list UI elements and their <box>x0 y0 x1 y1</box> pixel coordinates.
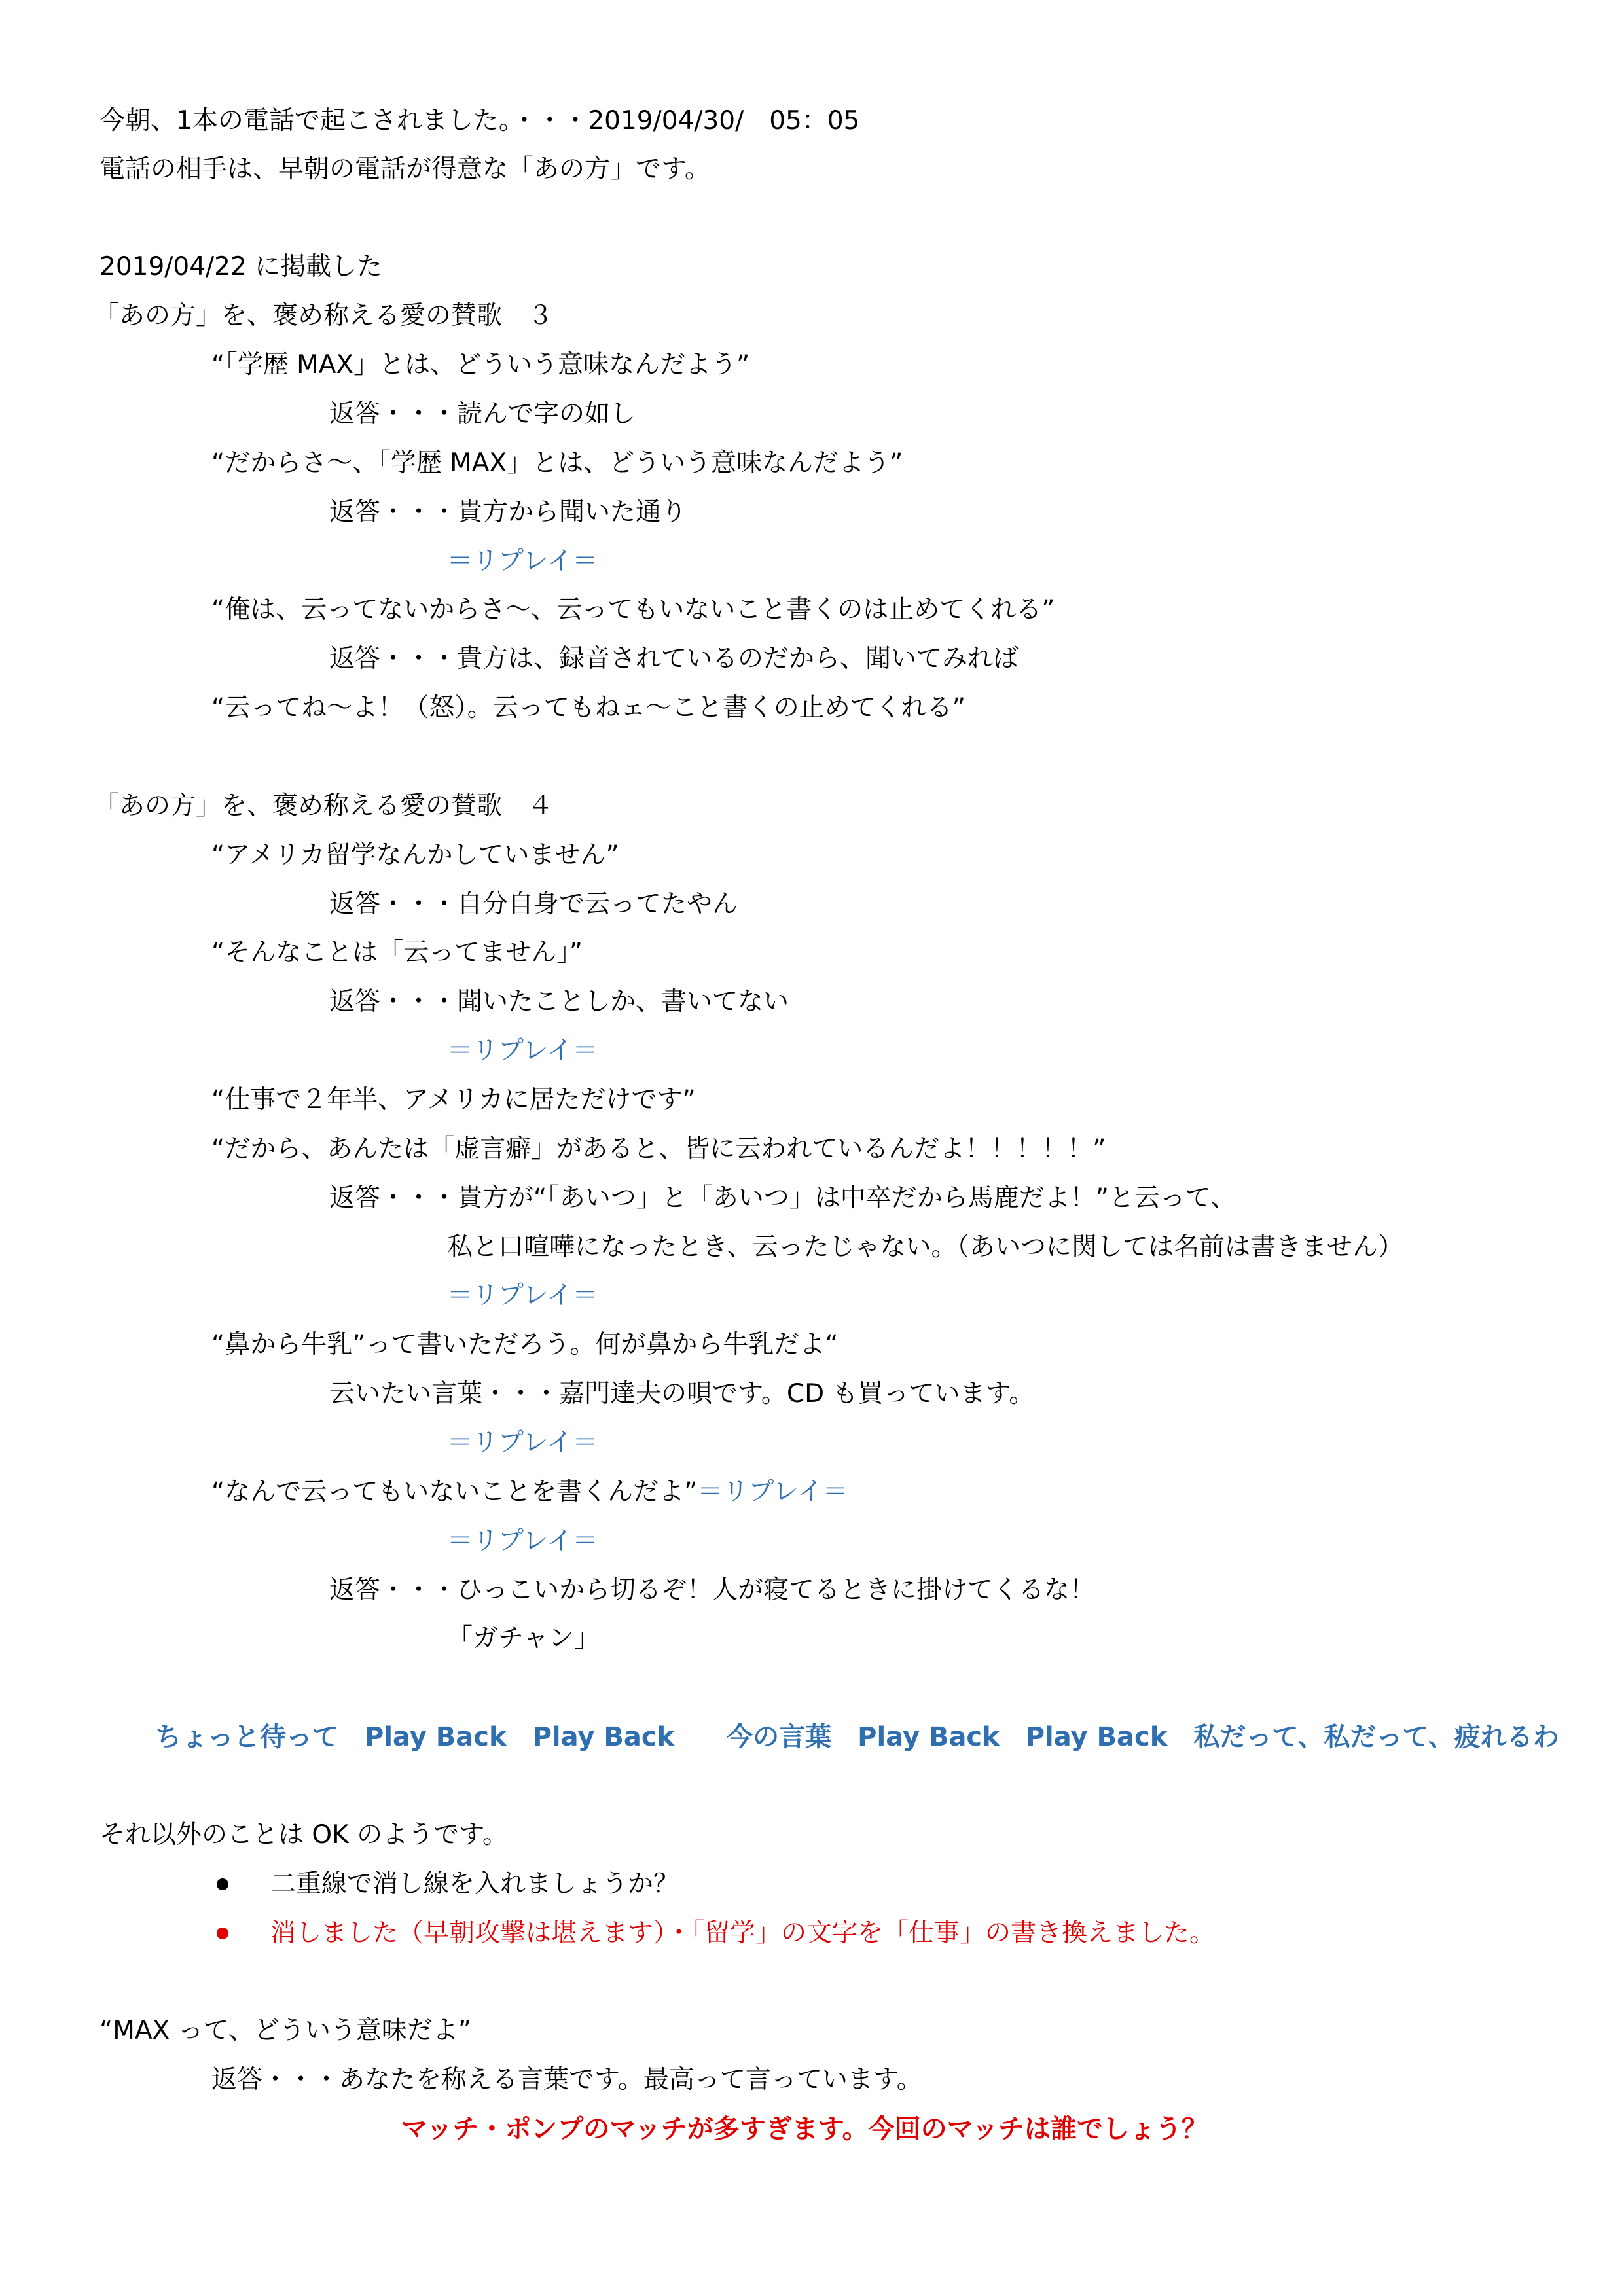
section3-question-2: “だからさ～、「学歴 MAX」とは、どういう意味なんだよう” <box>211 448 903 478</box>
bullet-item-1: 二重線で消し線を入れましょうか？ <box>270 1869 679 1899</box>
section3-title: 「あの方」を、褒め称える愛の賛歌 ３ <box>94 301 554 331</box>
section3-answer-1: 返答・・・読んで字の如し <box>329 399 636 429</box>
closing-remark: マッチ・ポンプのマッチが多すぎます。今回のマッチは誰でしょう？ <box>401 2114 1208 2144</box>
bullet-item-2: 消しました（早朝攻撃は堪えます）・「留学」の文字を「仕事」の書き換えました。 <box>270 1918 1216 1948</box>
section4-question-2: “そんなことは「云ってません」” <box>211 938 583 967</box>
section4-question-5: “鼻から牛乳”って書いただろう。何が鼻から牛乳だよ“ <box>211 1330 839 1359</box>
section4-question-6-text: “なんで云ってもいないことを書くんだよ” <box>211 1477 698 1507</box>
song-lyric: ちょっと待って Play Back Play Back 今の言葉 Play Back Play Back 私だって、私だって、疲れるわ <box>155 1722 1559 1752</box>
section3-question-3: “俺は、云ってないからさ～、云ってもいないこと書くのは止めてくれる” <box>211 595 1055 624</box>
section4-question-6 <box>211 1477 848 1508</box>
replay-marker: ＝リプレイ＝ <box>447 1036 598 1066</box>
replay-marker: ＝リプレイ＝ <box>447 1526 598 1556</box>
ok-line: それ以外のことは OK のようです。 <box>99 1820 508 1850</box>
section4-answer-1: 返答・・・自分自身で云ってたやん <box>329 889 738 919</box>
intro-line-1: 今朝、1本の電話で起こされました。・・・2019/04/30/ 05：05 <box>99 106 860 135</box>
section4-question-4: “だから、あんたは「虚言癖」があると、皆に云われているんだよ！！！！！” <box>211 1134 1106 1164</box>
section4-answer-2: 返答・・・聞いたことしか、書いてない <box>329 987 789 1016</box>
section3-question-4: “云ってね～よ！（怒）。云ってもねェ～こと書くの止めてくれる” <box>211 693 965 723</box>
section4-title: 「あの方」を、褒め称える愛の賛歌 ４ <box>94 791 554 821</box>
section3-answer-3: 返答・・・貴方は、録音されているのだから、聞いてみれば <box>329 644 1019 673</box>
hangup-text: 「ガチャン」 <box>447 1624 600 1653</box>
replay-marker: ＝リプレイ＝ <box>447 1428 598 1458</box>
replay-marker: ＝リプレイ＝ <box>697 1477 848 1507</box>
section4-question-1: “アメリカ留学なんかしていません” <box>211 840 619 870</box>
section3-answer-2: 返答・・・貴方から聞いた通り <box>329 497 687 527</box>
section4-answer-4a: 返答・・・貴方が“「あいつ」と「あいつ」は中卒だから馬鹿だよ！”と云って、 <box>329 1183 1236 1213</box>
replay-marker: ＝リプレイ＝ <box>447 547 598 576</box>
max-question: “MAX って、どういう意味だよ” <box>99 2016 472 2045</box>
section4-question-3: “仕事で２年半、アメリカに居ただけです” <box>211 1085 696 1115</box>
intro-line-2: 電話の相手は、早朝の電話が得意な「あの方」です。 <box>99 154 710 184</box>
section4-answer-6: 返答・・・ひっこいから切るぞ！人が寝てるときに掛けてくるな！ <box>329 1575 1096 1605</box>
bullet-black-icon <box>217 1878 228 1890</box>
section4-answer-4b: 私と口喧嘩になったとき、云ったじゃない。（あいつに関しては名前は書きません） <box>447 1232 1403 1262</box>
dateline: 2019/04/22 に掲載した <box>99 252 383 281</box>
max-answer: 返答・・・あなたを称える言葉です。最高って言っています。 <box>211 2065 922 2094</box>
section3-question-1: “「学歴 MAX」とは、どういう意味なんだよう” <box>211 350 750 380</box>
bullet-red-icon <box>217 1928 228 1939</box>
section4-answer-5: 云いたい言葉・・・嘉門達夫の唄です。CD も買っています。 <box>329 1379 1035 1408</box>
replay-marker: ＝リプレイ＝ <box>447 1281 598 1310</box>
